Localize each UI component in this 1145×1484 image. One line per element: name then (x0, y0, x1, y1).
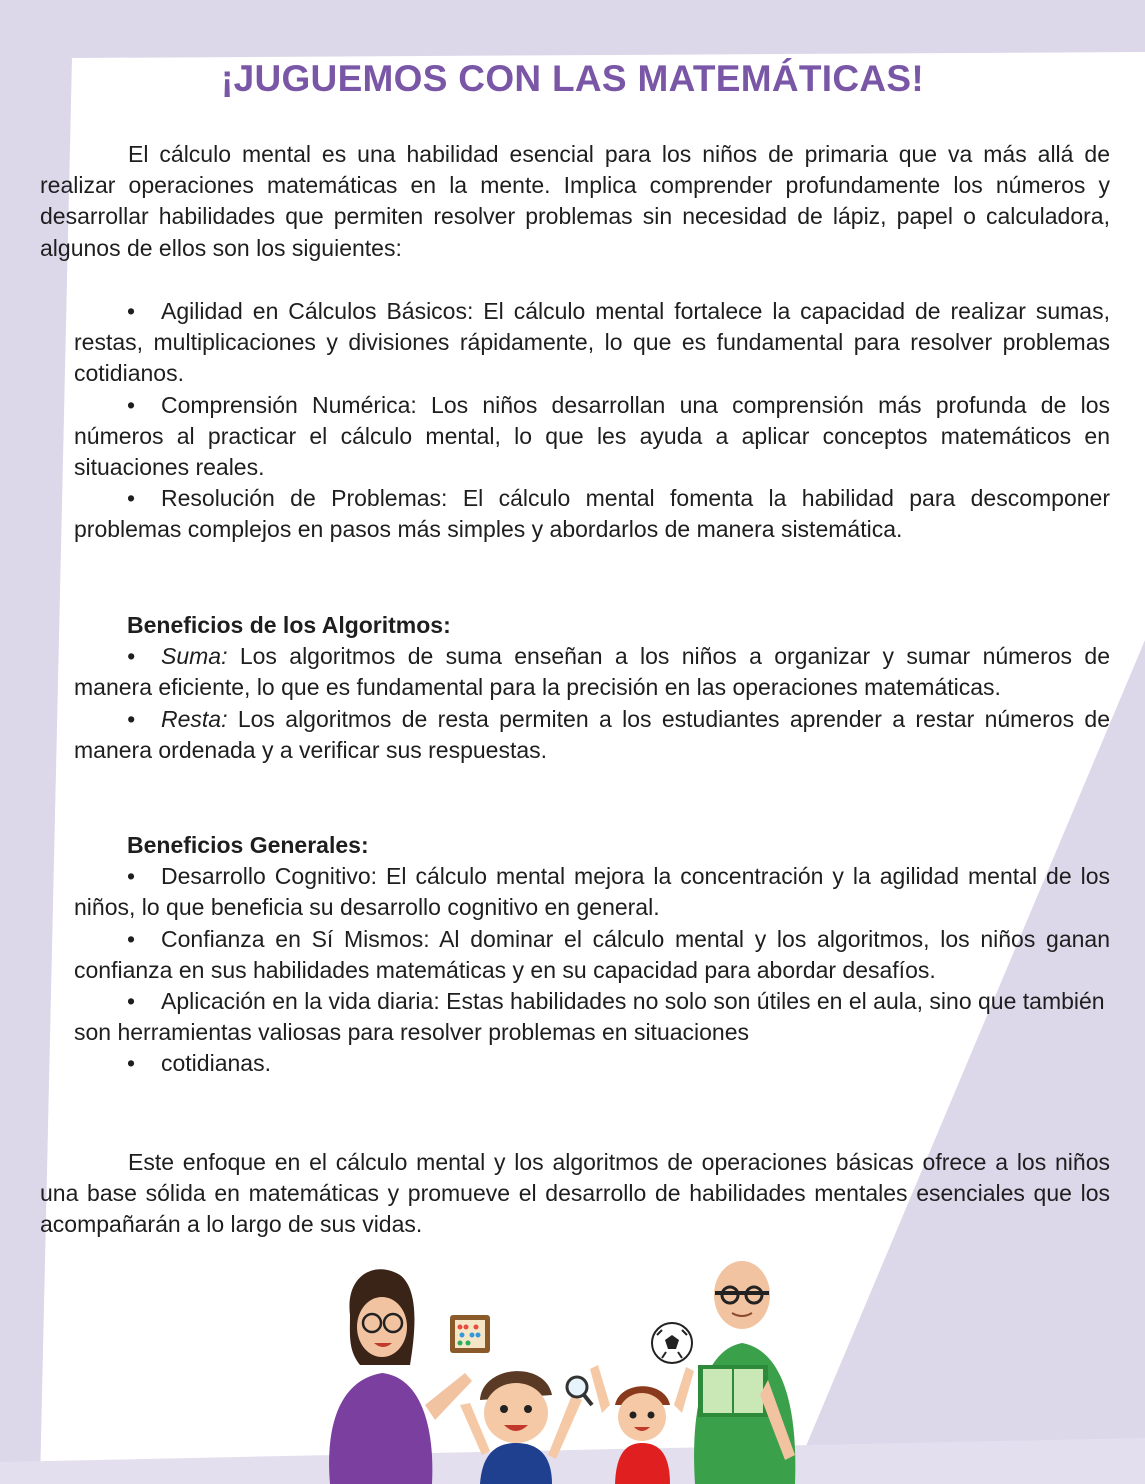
bullet: • (127, 391, 136, 418)
skill-item (74, 390, 1110, 484)
skills-list (74, 296, 1110, 546)
bullet: • (127, 298, 136, 324)
bullet: • (127, 485, 136, 512)
bullet: • (127, 925, 136, 952)
bullet: • (127, 705, 136, 732)
bullet: • (127, 643, 136, 670)
algorithm-text: Los algoritmos de suma enseñan a los niños a organizar y sumar números de manera eficiente, lo que es fundamental para la precisión en las operaciones matemáticas. (74, 643, 1110, 701)
page-title: ¡JUGUEMOS CON LAS MATEMÁTICAS! (220, 58, 925, 99)
algorithm-label: Resta: (161, 705, 228, 732)
skill-item (74, 296, 1110, 390)
teacher-figure (329, 1269, 490, 1484)
skill-text: Comprensión Numérica: Los niños desarrollan una comprensión más profunda de los números al practicar el cálculo mental, lo que les ayuda a aplicar conceptos matemáticos en situaciones reales. (74, 391, 1110, 481)
algorithm-label: Suma: (161, 643, 228, 670)
algorithms-heading: Beneficios de los Algoritmos: (127, 612, 451, 638)
bullet: • (127, 988, 136, 1015)
general-section (74, 830, 1110, 1080)
general-heading: Beneficios Generales: (127, 832, 369, 858)
family-illustration (290, 1255, 830, 1484)
general-text: Desarrollo Cognitivo: El cálculo mental mejora la concentración y la agilidad mental de los niños, lo que beneficia su desarrollo cognitivo en general. (74, 863, 1110, 921)
father-figure (694, 1261, 795, 1484)
general-item (74, 986, 1110, 1048)
skill-item (74, 483, 1110, 545)
skill-text: Resolución de Problemas: El cálculo mental fomenta la habilidad para descomponer problemas complejos en pasos más simples y abordarlos de manera sistemática. (74, 485, 1110, 543)
closing-paragraph: Este enfoque en el cálculo mental y los algoritmos de operaciones básicas ofrece a los niños una base sólida en matemáticas y promueve el desarrollo de habilidades mentales esenciales que los acompañarán a lo largo de sus vidas. (40, 1149, 1110, 1238)
algorithm-text: Los algoritmos de resta permiten a los estudiantes aprender a restar números de manera ordenada y a verificar sus respuestas. (74, 705, 1110, 763)
algorithm-item (74, 704, 1110, 766)
general-item (74, 861, 1110, 923)
general-text: cotidianas. (161, 1050, 271, 1077)
bullet: • (127, 863, 136, 890)
intro-paragraph: El cálculo mental es una habilidad esencial para los niños de primaria que va más allá de realizar operaciones matemáticas en la mente. Implica comprender profundamente los números y desarrollar habilidades que permiten resolver problemas sin necesidad de lápiz, papel o calculadora, algunos de ellos son los siguientes: (40, 141, 1110, 261)
child-figure (590, 1323, 694, 1484)
general-item (74, 924, 1110, 986)
algorithm-item (74, 641, 1110, 703)
general-item (74, 1048, 1110, 1079)
algorithms-section (74, 610, 1110, 766)
bullet: • (127, 1050, 136, 1077)
general-text: Aplicación en la vida diaria: Estas habilidades no solo son útiles en el aula, sino que también son herramientas valiosas para resolver problemas en situaciones (74, 988, 1105, 1046)
general-text: Confianza en Sí Mismos: Al dominar el cálculo mental y los algoritmos, los niños ganan confianza en sus habilidades matemáticas y en su capacidad para abordar desafíos. (74, 925, 1110, 983)
skill-text: Agilidad en Cálculos Básicos: El cálculo mental fortalece la capacidad de realizar sumas, restas, multiplicaciones y divisiones rápidamente, lo que es fundamental para resolver problemas cotidianos. (74, 298, 1110, 387)
soccer-ball-icon (652, 1323, 692, 1363)
boy-figure (460, 1371, 592, 1484)
